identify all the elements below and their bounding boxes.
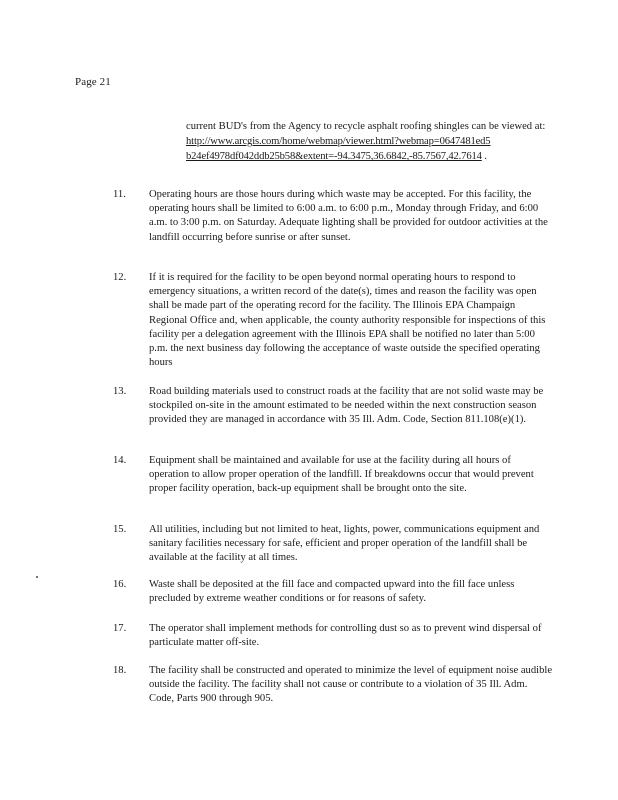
link-period: .: [484, 151, 487, 163]
condition-number: 11.: [113, 189, 126, 200]
arcgis-link-line-1[interactable]: http://www.arcgis.com/home/webmap/viewer.html?webmap=0647481ed5: [186, 136, 491, 148]
condition-number: 13.: [113, 386, 127, 397]
condition-text: Equipment shall be maintained and available for use at the facility during all hours of operation to allow proper operation of the landfill. If breakdowns occur that would prevent proper facility operation, back-up equipment shall be brought onto the site.: [149, 455, 534, 495]
continuation-text: current BUD's from the Agency to recycle asphalt roofing shingles can be viewed at:: [186, 121, 546, 132]
condition-text: Waste shall be deposited at the fill face and compacted upward into the fill face unless precluded by extreme weather conditions or for reasons of safety.: [149, 579, 515, 605]
scan-speck: [36, 576, 38, 578]
condition-number: 15.: [113, 524, 127, 535]
condition-number: 16.: [113, 579, 127, 590]
condition-text: The facility shall be constructed and operated to minimize the level of equipment noise audible outside the facility. The facility shall not cause or contribute to a violation of 35 Ill. Adm. Code, Parts 900 through 905.: [149, 665, 553, 705]
condition-text: The operator shall implement methods for controlling dust so as to prevent wind dispersal of particulate matter off-site.: [149, 623, 542, 649]
condition-text: All utilities, including but not limited to heat, lights, power, communications equipment and sanitary facilities necessary for safe, efficient and proper operation of the landfill shall be available at the facility at all times.: [149, 524, 540, 564]
condition-text: If it is required for the facility to be open beyond normal operating hours to respond to emergency situations, a written record of the date(s), times and reason the facility was open shall be made part of the operating record for the facility. The Illinois EPA Champaign Regional Office and, when applicable, the county authority responsible for inspections of this facility per a delegation agreement with the Illinois EPA shall be notified no later than 5:00 p.m. the next business day following the acceptance of waste outside the specified operating hours: [149, 272, 546, 369]
condition-text: Operating hours are those hours during which waste may be accepted. For this facility, the operating hours shall be limited to 6:00 a.m. to 6:00 p.m., Monday through Friday, and 6:00 a.m. to 3:00 p.m. on Saturday. Adequate lighting shall be provided for outdoor activities at the landfill occurring before sunrise or after sunset.: [149, 189, 548, 243]
page-number: Page 21: [75, 76, 111, 88]
condition-text: Road building materials used to construct roads at the facility that are not solid waste may be stockpiled on-site in the amount estimated to be needed within the next construction season provided they are managed in accordance with 35 Ill. Adm. Code, Section 811.108(e)(1).: [149, 386, 544, 426]
condition-number: 14.: [113, 455, 127, 466]
arcgis-link-line-2-text[interactable]: b24ef4978df042ddb25b58&extent=-94.3475,36.6842,-85.7567,42.7614: [186, 151, 482, 163]
condition-number: 12.: [113, 272, 127, 283]
condition-number: 18.: [113, 665, 127, 676]
condition-number: 17.: [113, 623, 127, 634]
